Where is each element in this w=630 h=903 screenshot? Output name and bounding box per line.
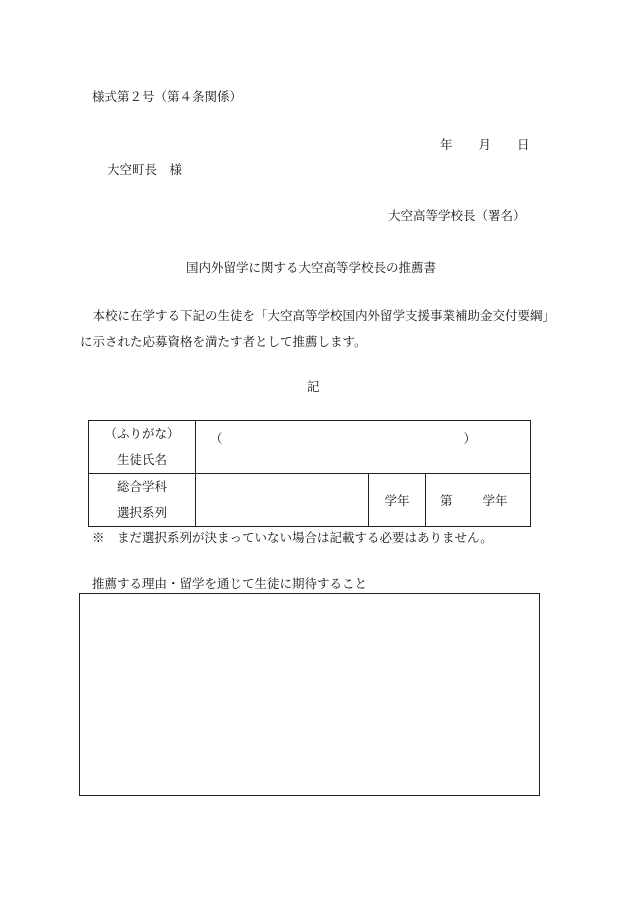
- furigana-label: （ふりがな）: [104, 426, 180, 441]
- furigana-paren-open: （: [210, 431, 223, 446]
- table-row-course: [89, 474, 531, 527]
- furigana-paren-close: ）: [463, 431, 476, 446]
- addressee: 大空町長 様: [107, 162, 183, 177]
- kiki-heading: 記: [307, 379, 320, 394]
- reason-label: 推薦する理由・留学を通じて生徒に期待すること: [92, 576, 368, 591]
- course-label-cell: [89, 474, 196, 527]
- date-line: [440, 139, 530, 152]
- note-text: ※ まだ選択系列が決まっていない場合は記載する必要はありません。: [92, 530, 493, 545]
- grade-label: 学年: [384, 493, 410, 508]
- course-field[interactable]: [196, 474, 369, 527]
- reason-input-box[interactable]: [79, 593, 540, 796]
- name-label-cell: [89, 421, 196, 474]
- student-info-table: [88, 420, 531, 527]
- course-label-2: 選択系列: [116, 505, 167, 520]
- dai-label: 第: [440, 493, 453, 508]
- course-label-1: 総合学科: [116, 479, 167, 494]
- date-month: 月: [478, 137, 492, 152]
- document-title: 国内外留学に関する大空高等学校長の推薦書: [186, 260, 437, 275]
- grade-label-cell: [369, 474, 426, 527]
- date-day: 日: [517, 137, 530, 152]
- student-name-field[interactable]: [196, 421, 531, 474]
- date-year: 年: [440, 137, 453, 152]
- student-name-label: 生徒氏名: [116, 452, 167, 467]
- table-row-name: [89, 421, 531, 474]
- grade-field[interactable]: [426, 474, 531, 527]
- signer-line: 大空高等学校長（署名）: [388, 208, 526, 223]
- grade-suffix-label: 学年: [482, 493, 508, 508]
- body-paragraph: 本校に在学する下記の生徒を「大空高等学校国内外留学支援事業補助金交付要綱」に示された応募資格を満たす者として推薦します。: [80, 308, 556, 349]
- form-number: 様式第２号（第４条関係）: [92, 89, 243, 104]
